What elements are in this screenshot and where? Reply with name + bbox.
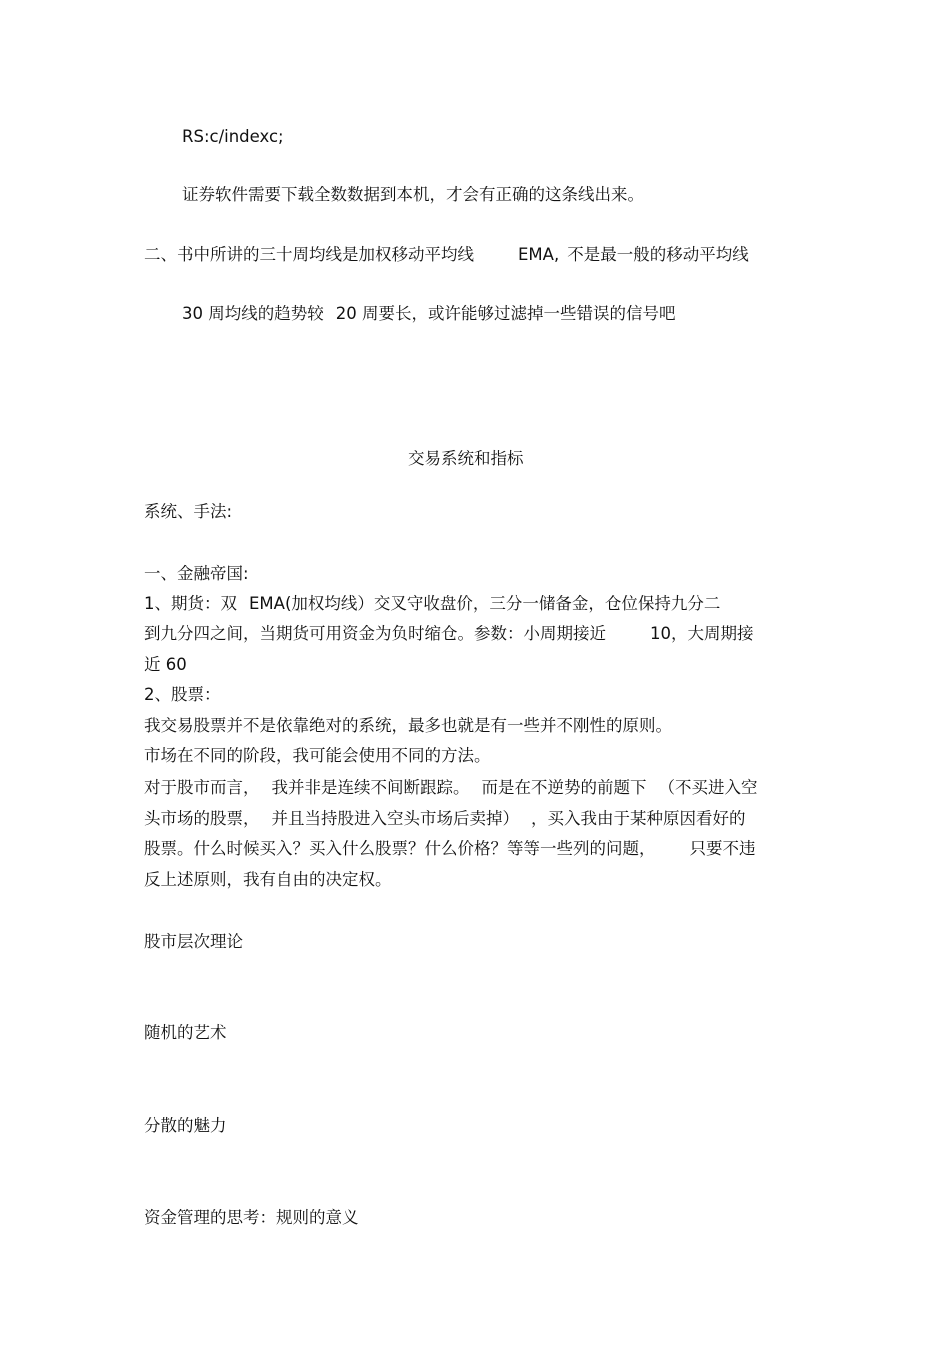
topic-art-of-randomness: 随机的艺术 [144,1023,227,1042]
stocks-p3-d: （不买进入空 [658,778,758,797]
futures-line-1 [144,593,720,615]
stocks-paragraph-6: 反上述原则，我有自由的决定权。 [144,870,392,889]
stocks-p4-b: 并且当持股进入空头市场后卖掉） [271,809,519,828]
rs-line: RS:c/indexc; [182,127,284,146]
stocks-p4-a: 头市场的股票， [144,809,260,828]
stocks-p4-c: ，买入我由于某种原因看好的 [531,809,746,828]
futures-line-2 [144,623,754,645]
futures-line-2-a: 到九分四之间，当期货可用资金为负时缩仓。参数：小周期接近 [144,624,606,643]
trend-text-a: 30 周均线的趋势较 [182,304,324,323]
stocks-p3-b: 我并非是连续不间断跟踪。 [271,778,470,797]
system-heading: 系统、手法: [144,502,233,521]
stocks-p5-b: 只要不违 [689,839,756,858]
topic-money-management: 资金管理的思考：规则的意义 [144,1208,359,1227]
futures-line-3: 近 60 [144,655,187,674]
point-two-text-a: 二、书中所讲的三十周均线是加权移动平均线 [144,245,474,264]
empire-heading: 一、金融帝国: [144,564,249,583]
stocks-p3-a: 对于股市而言， [144,778,260,797]
stocks-heading: 2、股票： [144,685,221,704]
futures-line-1-b: EMA(加权均线）交叉守收盘价，三分一储备金，仓位保持九分二 [249,594,721,613]
stocks-paragraph-2: 市场在不同的阶段，我可能会使用不同的方法。 [144,746,491,765]
stocks-p5-a: 股票。什么时候买入？买入什么股票？什么价格？等等一些列的问题， [144,839,656,858]
stocks-paragraph-3 [144,777,758,799]
point-two-ema: EMA, [518,245,560,264]
trend-text-b: 20 周要长，或许能够过滤掉一些错误的信号吧 [335,304,676,323]
stocks-p3-c: 而是在不逆势的前题下 [481,778,647,797]
software-note: 证券软件需要下载全数数据到本机，才会有正确的这条线出来。 [182,185,644,204]
point-two-text-c: 不是最一般的移动平均线 [567,245,749,264]
section-title: 交易系统和指标 [408,449,524,468]
stocks-paragraph-1: 我交易股票并不是依靠绝对的系统，最多也就是有一些并不刚性的原则。 [144,716,672,735]
stocks-paragraph-4 [144,808,746,830]
topic-layers-theory: 股市层次理论 [144,932,243,951]
point-two [144,244,749,266]
trend-line [182,303,676,325]
topic-power-of-diversification: 分散的魅力 [144,1116,227,1135]
stocks-paragraph-5 [144,838,756,860]
futures-line-1-a: 1、期货：双 [144,594,237,613]
futures-line-2-b: 10，大周期接 [650,624,754,643]
